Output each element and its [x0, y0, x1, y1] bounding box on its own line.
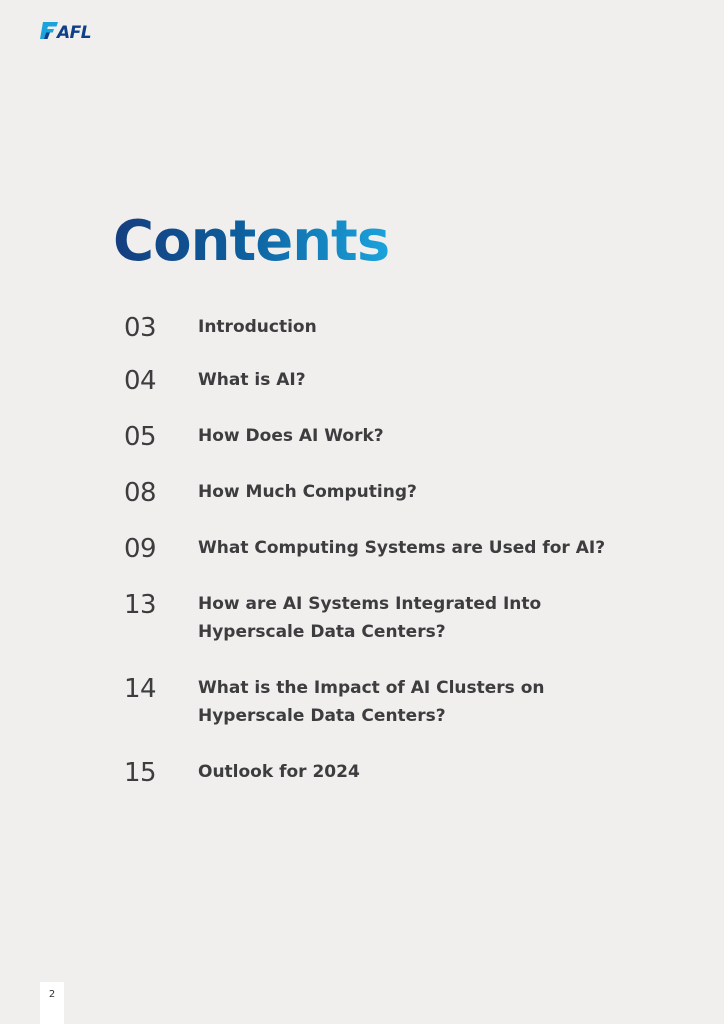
- page-number-tab: [40, 982, 64, 1024]
- page-title: Contents: [113, 206, 389, 278]
- toc-entry-title: How are AI Systems Integrated Into Hyperscale Data Centers?: [198, 594, 542, 642]
- toc-page-number: 09: [124, 534, 157, 564]
- toc-page-number: 08: [124, 478, 157, 508]
- toc-entry-title: Outlook for 2024: [198, 762, 360, 782]
- toc-entry-title: What is AI?: [198, 370, 306, 390]
- toc-page-number: 13: [124, 590, 157, 620]
- toc-page-number: 15: [124, 758, 157, 788]
- afl-logo: [40, 20, 104, 42]
- page-number: 2: [48, 989, 56, 1000]
- toc-page-number: 05: [124, 422, 157, 452]
- toc-page-number: 04: [124, 366, 157, 396]
- toc-entry-title: Introduction: [198, 317, 317, 337]
- toc-page-number: 03: [124, 313, 157, 343]
- toc-entry-title: What is the Impact of AI Clusters on Hyperscale Data Centers?: [198, 678, 545, 726]
- toc-entry-title: How Does AI Work?: [198, 426, 384, 446]
- toc-entry-title: What Computing Systems are Used for AI?: [198, 538, 606, 558]
- logo-wordmark: AFL: [57, 23, 92, 42]
- toc-page-number: 14: [124, 674, 157, 704]
- toc-entry-title: How Much Computing?: [198, 482, 417, 502]
